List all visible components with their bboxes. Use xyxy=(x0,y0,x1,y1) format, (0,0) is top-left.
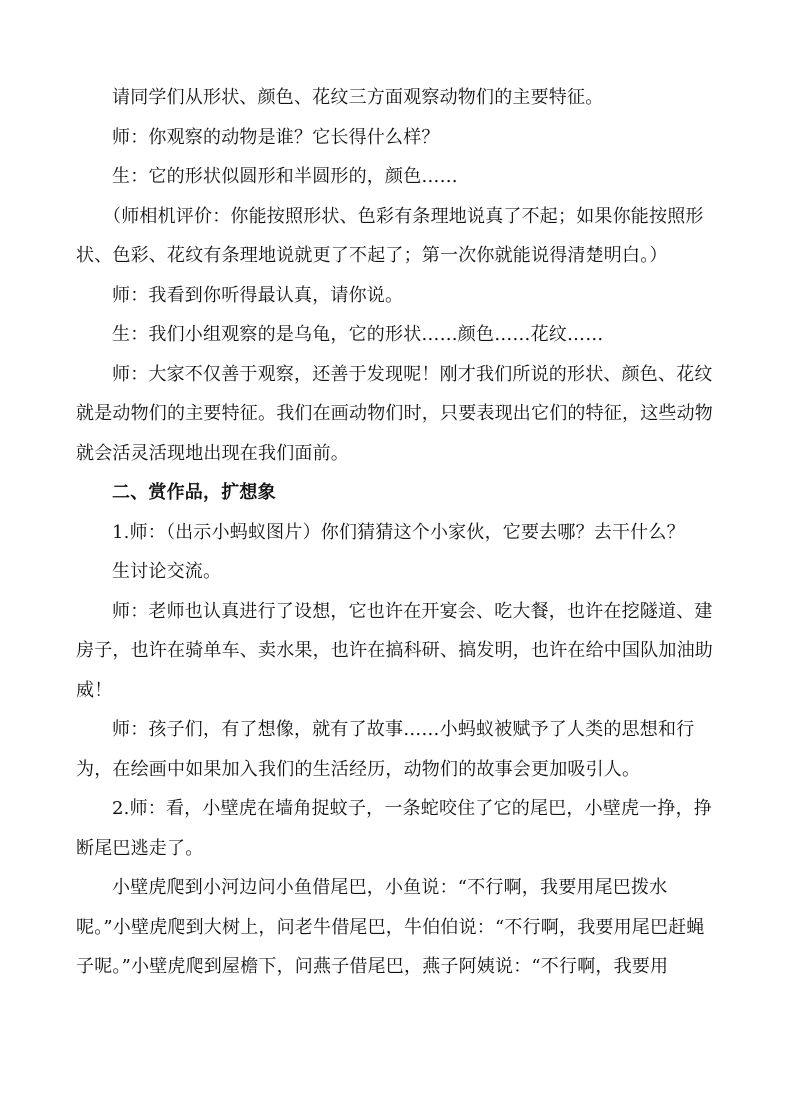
paragraph-instruction: 请同学们从形状、颜色、花纹三方面观察动物们的主要特征。 xyxy=(112,87,604,108)
paragraph-gecko-story: 小壁虎爬到小河边问小鱼借尾巴，小鱼说：“不行啊，我要用尾巴拨水呢。”小壁虎爬到大树上，问老牛借尾巴，牛伯伯说：“不行啊，我要用尾巴赶蝇子呢。”小壁虎爬到屋檐下，问燕子借尾巴，燕子阿姨说：“不行啊，我要用 xyxy=(76,877,705,977)
paragraph-discussion: 生讨论交流。 xyxy=(112,561,222,582)
paragraph-teacher-story: 师：孩子们，有了想像，就有了故事……小蚂蚁被赋予了人类的思想和行为，在绘画中如果加入我们的生活经历，动物们的故事会更加吸引人。 xyxy=(76,719,695,780)
paragraph-student-turtle: 生：我们小组观察的是乌龟，它的形状……颜色……花纹…… xyxy=(112,324,604,345)
paragraph-teacher-summary: 师：大家不仅善于观察，还善于发现呢！刚才我们所说的形状、颜色、花纹就是动物们的主要特征。我们在画动物们时，只要表现出它们的特征，这些动物就会活灵活现地出现在我们面前。 xyxy=(76,363,713,464)
paragraph-teacher-evaluation: （师相机评价：你能按照形状、色彩有条理地说真了不起；如果你能按照形状、色彩、花纹有条理地说就更了不起了；第一次你就能说得清楚明白。） xyxy=(76,205,704,266)
paragraph-student-answer: 生：它的形状似圆形和半圆形的，颜色…… xyxy=(112,166,458,187)
paragraph-teacher-question: 师：你观察的动物是谁？它长得什么样？ xyxy=(112,126,440,148)
paragraph-ant-question: 1.师：（出示小蚂蚁图片）你们猜猜这个小家伙，它要去哪？去干什么？ xyxy=(112,521,685,543)
document-body xyxy=(76,78,716,987)
section-heading: 二、赏作品，扩想象 xyxy=(112,482,276,503)
paragraph-gecko-intro: 2.师：看，小壁虎在墙角捉蚊子，一条蛇咬住了它的尾巴，小壁虎一挣，挣断尾巴逃走了。 xyxy=(76,798,712,859)
paragraph-teacher-invite: 师：我看到你听得最认真，请你说。 xyxy=(112,284,404,306)
paragraph-teacher-imagination: 师：老师也认真进行了设想，它也许在开宴会、吃大餐，也许在挖隧道、建房子，也许在骑单车、卖水果，也许在搞科研、搞发明，也许在给中国队加油助威！ xyxy=(76,600,713,701)
